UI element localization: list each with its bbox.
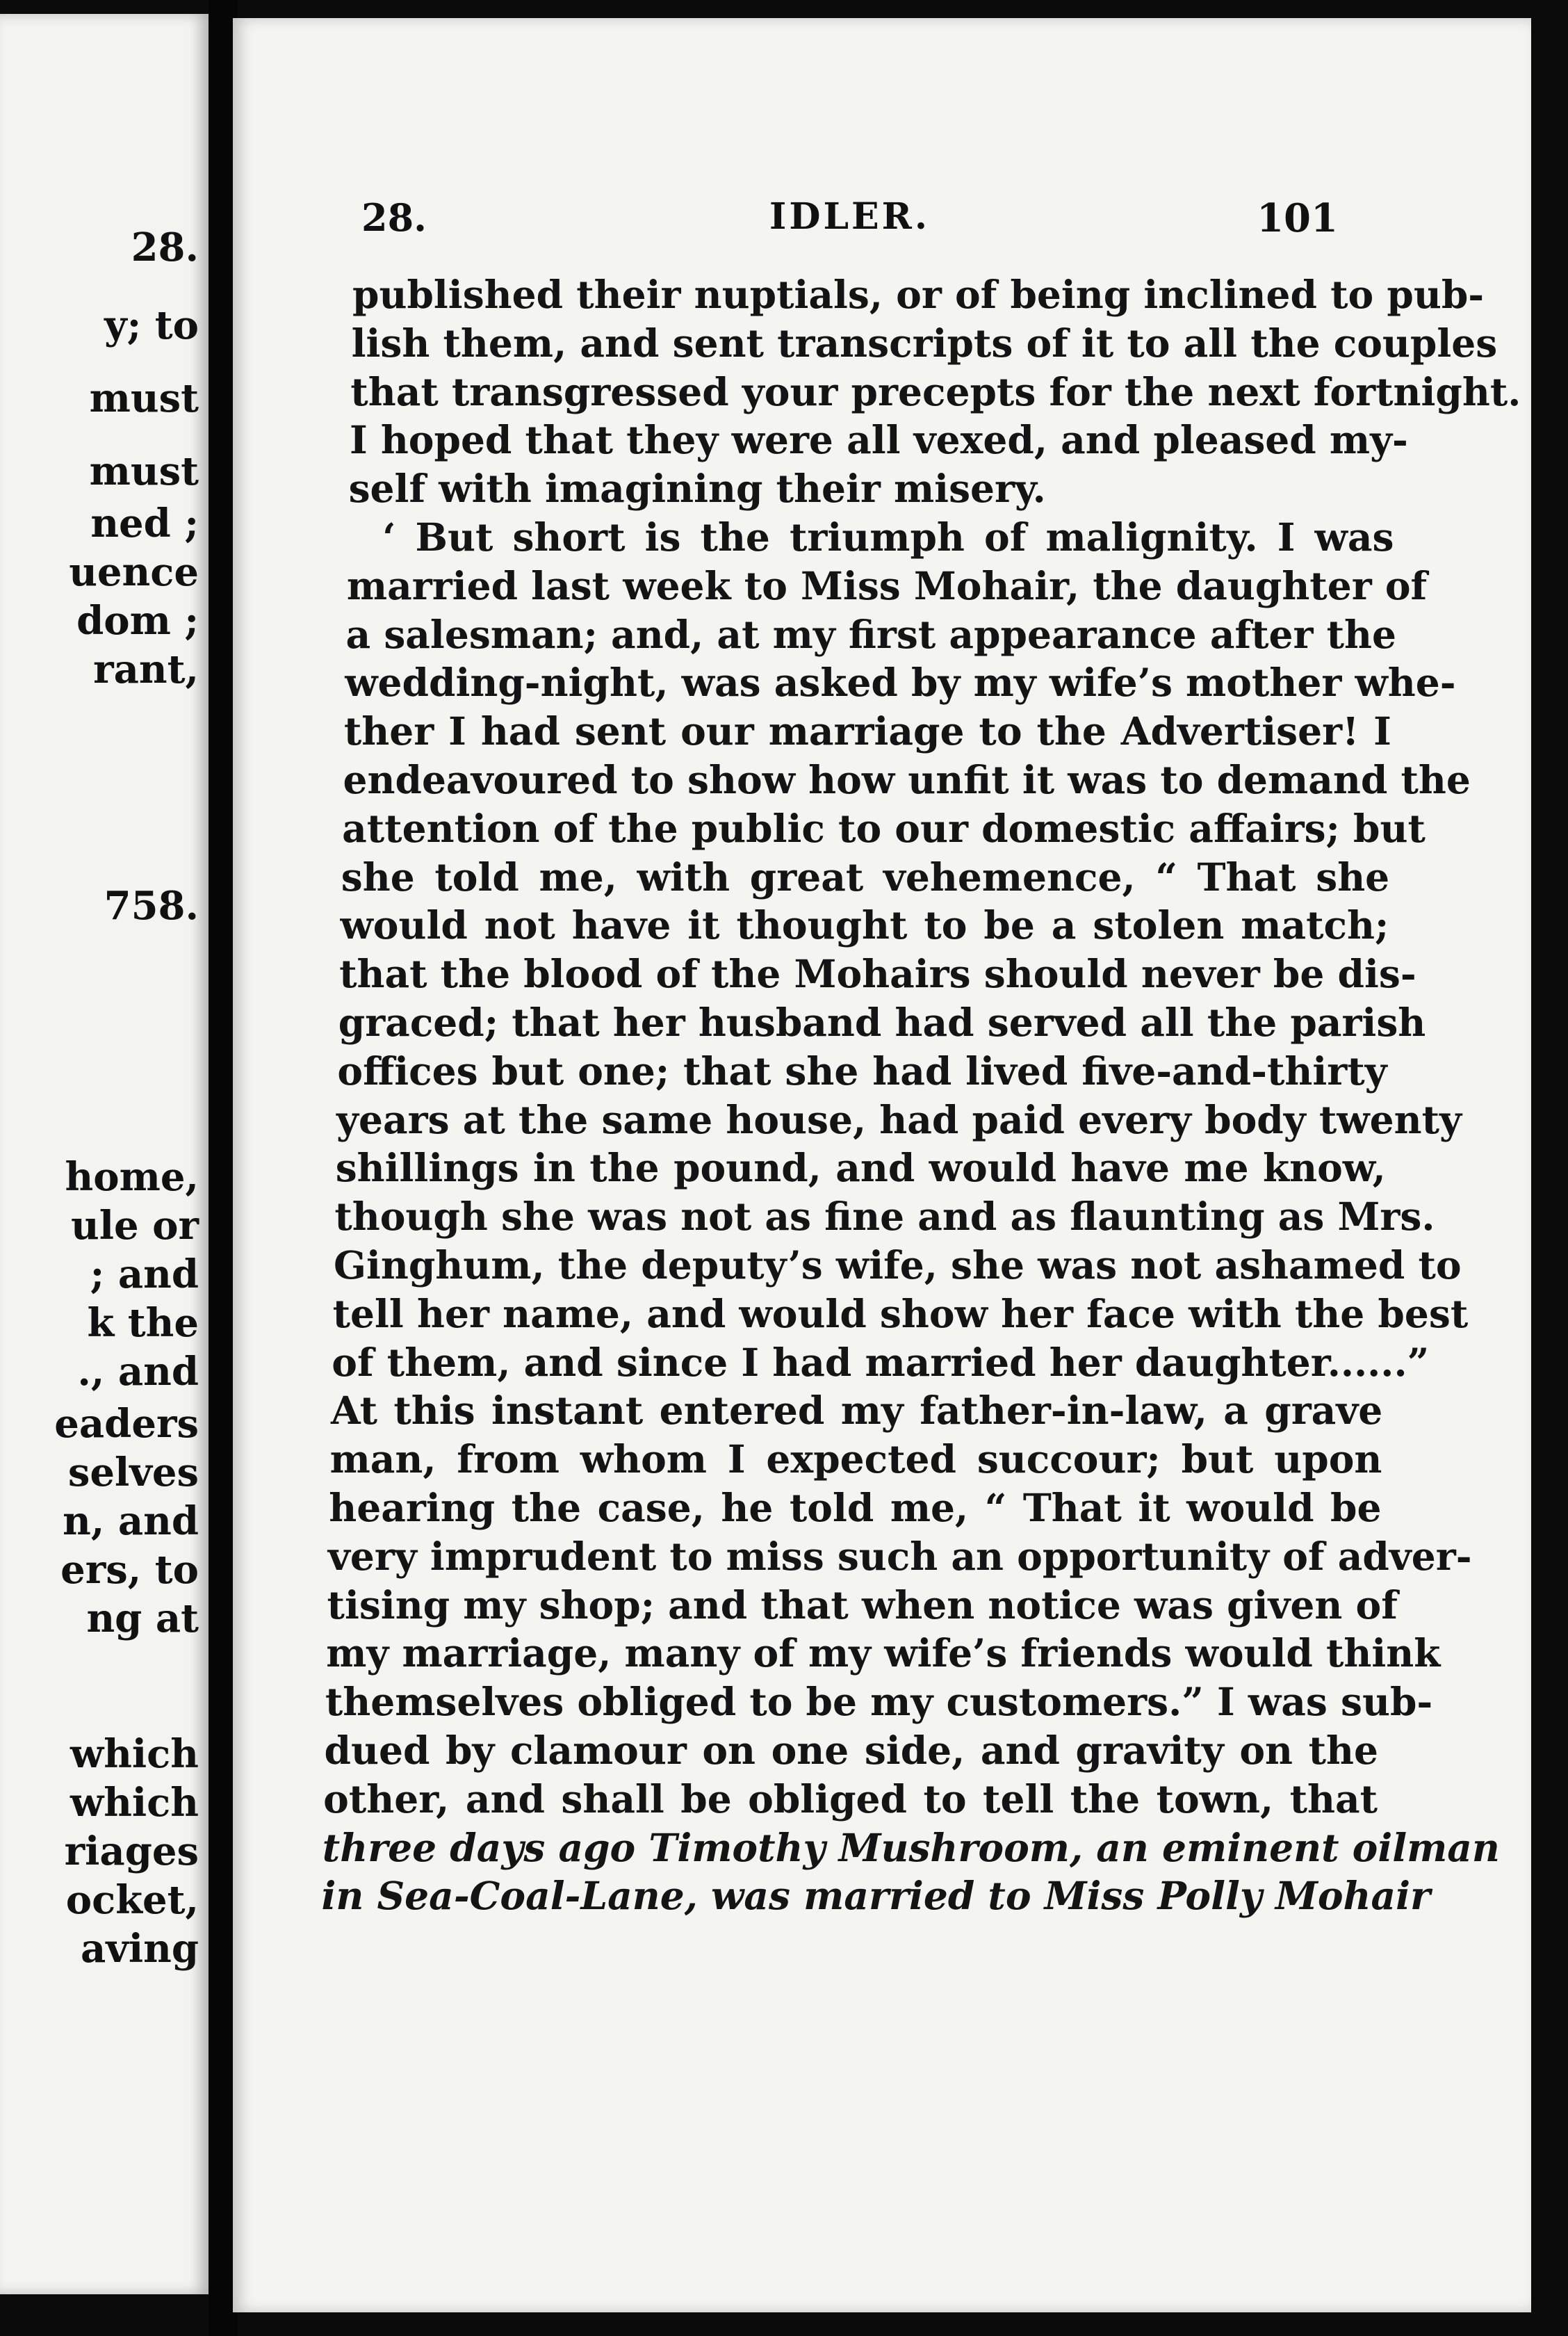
text-line: tell her name, and would show her face with the best: [332, 1290, 1469, 1336]
text-line: At this instant entered my father-in-law, a grave: [330, 1388, 1383, 1434]
text-line: published their nuptials, or of being inclined to pub-: [352, 272, 1485, 317]
text-line: tising my shop; and that when notice was given of: [327, 1582, 1398, 1628]
text-line: graced; that her husband had served all the parish: [338, 1000, 1426, 1045]
text-line: of them, and since I had married her daughter......”: [332, 1339, 1430, 1385]
text-line: self with imagining their misery.: [348, 466, 1046, 512]
text-line: married last week to Miss Mohair, the daughter of: [346, 562, 1428, 608]
facing-page-line: 28.: [131, 225, 199, 270]
text-line: three days ago Timothy Mushroom, an eminent oilman: [322, 1824, 1500, 1870]
text-line: would not have it thought to be a stolen match;: [340, 902, 1389, 948]
text-line: in Sea-Coal-Lane, was married to Miss Polly Mohair: [321, 1873, 1431, 1919]
facing-page-line: must: [89, 375, 199, 421]
text-line: other, and shall be obliged to tell the town, that: [323, 1776, 1378, 1822]
text-line: endeavoured to show how unfit it was to demand the: [343, 757, 1471, 802]
facing-page-line: ule or: [71, 1203, 199, 1249]
text-line: very imprudent to miss such an opportunity of adver-: [327, 1533, 1472, 1579]
text-line: themselves obliged to be my customers.” I was sub-: [325, 1679, 1433, 1725]
running-title: IDLER.: [769, 195, 930, 238]
facing-page-line: aving: [81, 1926, 199, 1972]
facing-page-line: k the: [87, 1300, 199, 1346]
text-line: years at the same house, had paid every body twenty: [336, 1096, 1462, 1142]
running-head: [361, 195, 1338, 244]
text-line: that transgressed your precepts for the next fortnight.: [350, 368, 1521, 414]
page-number: 101: [1257, 195, 1338, 241]
text-line: attention of the public to our domestic affairs; but: [342, 805, 1426, 851]
facing-page-line: uence: [69, 549, 199, 595]
facing-page-line: ., and: [77, 1349, 199, 1395]
facing-page-line: y; to: [104, 302, 199, 348]
essay-number: 28.: [361, 195, 427, 240]
text-line: she told me, with great vehemence, “ That she: [341, 854, 1390, 900]
text-line: Ginghum, the deputy’s wife, she was not ashamed to: [334, 1242, 1462, 1288]
text-line: a salesman; and, at my first appearance after the: [345, 611, 1397, 657]
facing-page-line: dom ;: [76, 598, 199, 644]
text-line: that the blood of the Mohairs should never be dis-: [339, 951, 1416, 997]
facing-page-left: [0, 14, 209, 2294]
text-line: shillings in the pound, and would have me know,: [335, 1145, 1386, 1191]
text-line: ‘ But short is the triumph of malignity. I was: [382, 514, 1394, 560]
facing-page-line: riages: [64, 1828, 199, 1874]
facing-page-line: ers, to: [60, 1547, 199, 1593]
text-line: hearing the case, he told me, “ That it would be: [329, 1485, 1382, 1530]
facing-page-line: must: [89, 448, 199, 494]
text-line: wedding-night, was asked by my wife’s mother whe-: [345, 660, 1456, 706]
facing-page-line: ; and: [90, 1251, 199, 1297]
text-line: man, from whom I expected succour; but upon: [329, 1436, 1382, 1482]
facing-page-line: which: [70, 1731, 199, 1777]
book-page: [233, 18, 1531, 2312]
facing-page-line: n, and: [63, 1498, 199, 1544]
text-line: though she was not as fine and as flaunting as Mrs.: [334, 1194, 1435, 1240]
text-line: offices but one; that she had lived five-and-thirty: [337, 1048, 1387, 1094]
text-line: ther I had sent our marriage to the Advertiser! I: [343, 708, 1391, 754]
facing-page-line: ocket,: [65, 1877, 199, 1923]
facing-page-line: ng at: [86, 1596, 199, 1641]
facing-page-line: home,: [65, 1154, 199, 1200]
facing-page-line: which: [70, 1780, 199, 1826]
facing-page-line: 758.: [104, 883, 199, 929]
facing-page-line: rant,: [93, 647, 199, 692]
text-line: lish them, and sent transcripts of it to all the couples: [351, 320, 1498, 366]
text-line: dued by clamour on one side, and gravity on the: [324, 1728, 1378, 1773]
facing-page-line: selves: [67, 1450, 199, 1495]
facing-page-line: eaders: [54, 1401, 199, 1447]
facing-page-line: ned ;: [90, 501, 199, 546]
text-line: I hoped that they were all vexed, and pleased my-: [349, 417, 1408, 463]
text-line: my marriage, many of my wife’s friends would think: [326, 1630, 1441, 1676]
